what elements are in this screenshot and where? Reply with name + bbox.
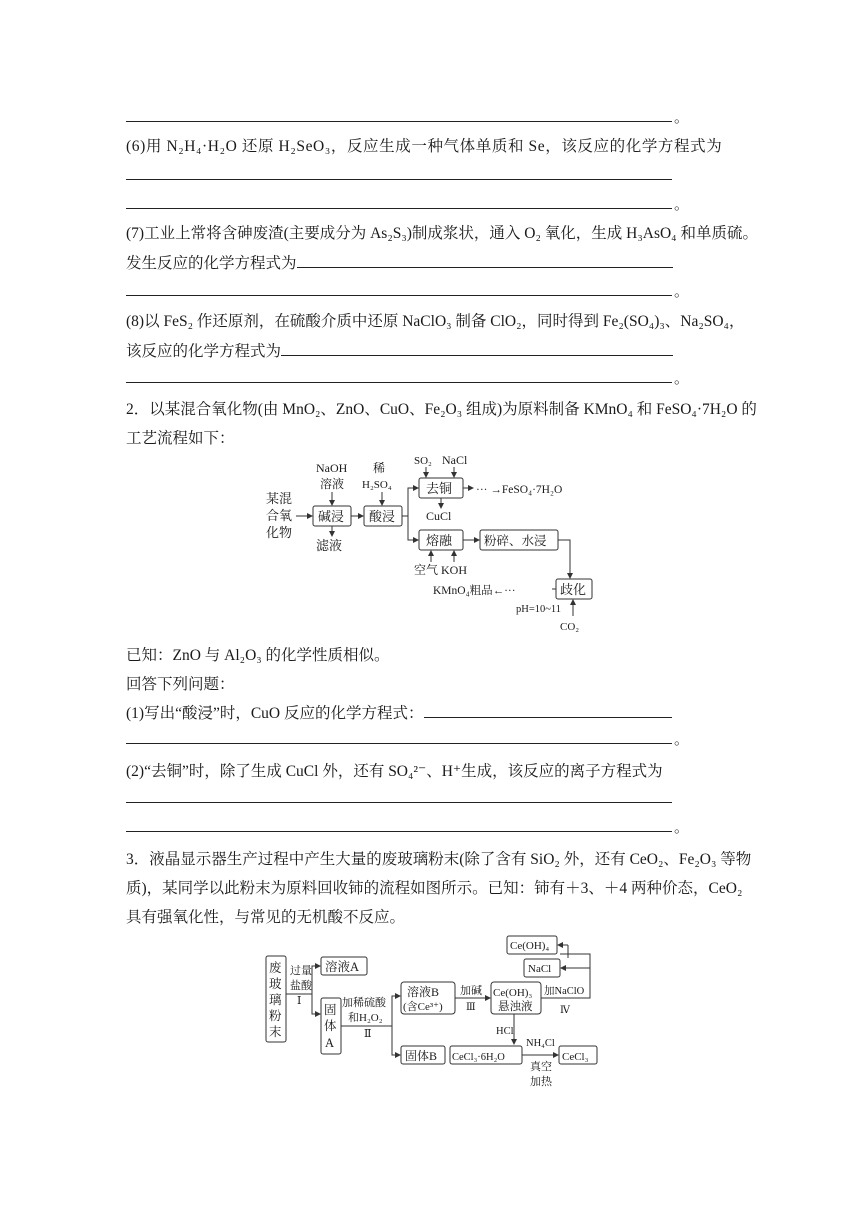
step1-number: Ⅰ [297,995,302,1007]
q2-sub2: (2)“去铜”时，除了生成 CuCl 外，还有 SO₄²⁻、H⁺生成，该反应的离子方程式为 [126,763,663,780]
q2-sub1 [126,701,672,723]
ceoh4-label: Ce(OH)₄ [510,940,550,952]
nacl-label: NaCl [528,963,552,975]
copper-removal-label: 去铜 [426,481,453,496]
q2-flow-diagram [258,450,598,634]
solid-a-label-2: 体 [324,1019,337,1033]
cucl-label: CuCl [426,509,452,523]
answer-line [126,208,672,209]
q6-text: (6)用 N₂H₄·H₂O 还原 H₂SeO₃，反应生成一种气体单质和 Se，该反应的化学方程式为 [126,138,723,155]
answer-line [126,743,672,744]
solution-a-label: 溶液A [325,960,360,974]
q7-text-2 [126,251,673,273]
filtrate-label: 滤液 [316,538,343,553]
answer-line [126,179,672,180]
solution-b-label: 溶液B [407,985,440,999]
nacl-label: NaCl [442,453,468,467]
answer-blank [424,702,672,719]
ceoh3-label-2: 悬浊液 [498,1001,533,1013]
step1-label-2: 盐酸 [290,980,312,992]
q2-intro-2: 工艺流程如下： [126,430,235,447]
step3-number: Ⅲ [466,1002,476,1013]
air-koh-label: 空气 KOH [414,563,467,577]
solid-b-label: 固体B [405,1049,438,1063]
hcl-label: HCl [496,1026,514,1037]
acid-leach-label: 酸浸 [369,509,396,524]
solid-a-label: 固 [324,1003,337,1017]
so2-label: SO₂ [414,455,432,467]
q2-prompt: 回答下列问题： [126,676,235,693]
feso4-product: ··· →FeSO₄·7H₂O [476,484,563,496]
q7-text: (7)工业上常将含砷废渣(主要成分为 As₂S₃)制成浆状，通入 O₂ 氧化，生成 H₃AsO₄ 和单质硫。 [126,225,758,242]
ph-label: pH=10~11 [516,604,562,615]
answer-line [126,802,672,803]
solid-a-label-3: A [325,1036,335,1050]
answer-blank [281,340,673,357]
step3-label: 加碱 [460,985,482,997]
answer-line [126,295,672,296]
kmno4-product: KMnO₄粗品←··· [433,585,516,597]
q8-text-2 [126,339,673,361]
raw-material-3: 化物 [266,525,293,540]
q2-sub1-text: (1)写出“酸浸”时，CuO 反应的化学方程式： [126,705,424,722]
answer-blank [297,252,673,269]
q7-prompt: 发生反应的化学方程式为 [126,255,297,272]
raw-glass-label-4: 粉 [269,1009,282,1023]
period: 。 [674,197,690,213]
nh4cl-label: NH₄Cl [526,1038,555,1049]
raw-glass-label: 废 [269,961,282,975]
step2-label-2: 和H₂O₂ [348,1012,383,1024]
cecl3-hydrate-label: CeCl₃·6H₂O [452,1052,505,1063]
q3-intro-3: 具有强氧化性，与常见的无机酸不反应。 [126,909,406,926]
q2-intro: 2．以某混合氧化物(由 MnO₂、ZnO、CuO、Fe₂O₃ 组成)为原料制备 KMnO₄ 和 FeSO₄·7H₂O 的 [126,401,757,418]
h2so4-label-2: H₂SO₄ [362,479,392,491]
period: 。 [674,371,690,387]
raw-material-2: 合氧 [266,508,293,523]
raw-glass-label-3: 璃 [269,993,282,1007]
cecl3-label: CeCl₃ [562,1051,589,1063]
q3-flow-diagram [264,934,600,1090]
h2so4-label: 稀 [373,461,386,475]
answer-line [126,831,672,832]
q3-intro-2: 质)，某同学以此粉末为原料回收铈的流程如图所示。已知：铈有＋3、＋4 两种价态，CeO₂ [126,880,743,897]
naoh-label-2: 溶液 [320,477,345,491]
solution-b-label-2: (含Ce³⁺) [403,1001,443,1013]
step2-number: Ⅱ [364,1028,372,1040]
period: 。 [674,284,690,300]
answer-line [126,121,672,122]
melting-label: 熔融 [426,533,453,548]
disproportionation-label: 歧化 [560,582,587,597]
step2-label: 加稀硫酸 [342,997,386,1009]
period: 。 [674,110,690,126]
naoh-label: NaOH [316,461,348,475]
period: 。 [674,820,690,836]
crush-leach-label: 粉碎、水浸 [484,534,547,548]
q2-known: 已知：ZnO 与 Al₂O₃ 的化学性质相似。 [126,647,390,664]
step1-label: 过量 [290,965,312,977]
raw-glass-label-2: 玻 [269,977,282,991]
co2-label: CO₂ [560,621,580,633]
step4-number: Ⅳ [560,1005,570,1016]
q8-text: (8)以 FeS₂ 作还原剂，在硫酸介质中还原 NaClO₃ 制备 ClO₂，同时得到 Fe₂(SO₄)₃、Na₂SO₄， [126,313,745,330]
q8-prompt: 该反应的化学方程式为 [126,343,282,360]
vacuum-label: 真空 [530,1061,552,1073]
step4-label: 加NaClO [544,986,585,997]
raw-material: 某混 [266,491,293,506]
answer-line [126,382,672,383]
ceoh3-label: Ce(OH)₃ [493,987,533,999]
q3-intro: 3．液晶显示器生产过程中产生大量的废玻璃粉末(除了含有 SiO₂ 外，还有 CeO₂、Fe₂O₃ 等物 [126,851,752,868]
vacuum-label-2: 加热 [530,1076,552,1088]
raw-glass-label-5: 末 [269,1025,282,1039]
alkali-leach-label: 碱浸 [318,509,345,524]
period: 。 [674,732,690,748]
